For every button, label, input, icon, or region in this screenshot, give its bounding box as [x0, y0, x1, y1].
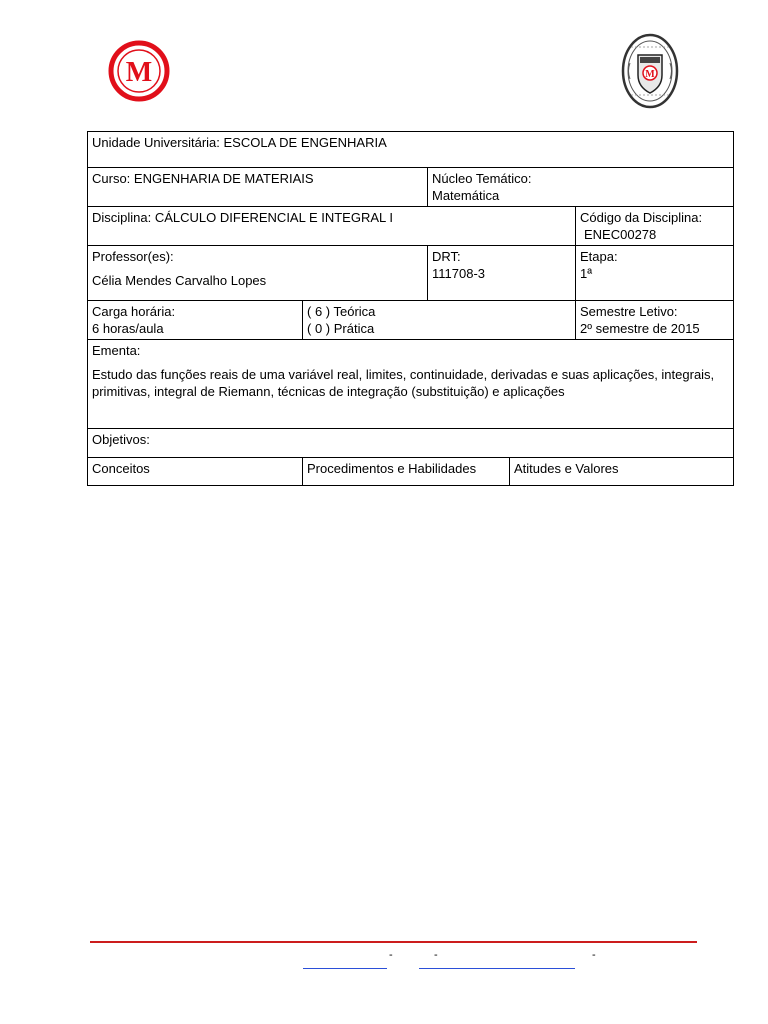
drt-label: DRT:: [432, 249, 461, 264]
row-curso: [88, 168, 734, 207]
footer-link-underline-2[interactable]: [419, 968, 575, 969]
footer-dash-2: -: [434, 949, 438, 961]
cell-atitudes: [510, 458, 734, 486]
cell-curso: [88, 168, 428, 207]
etapa-value: 1ª: [580, 266, 593, 281]
cell-nucleo: [428, 168, 734, 207]
cell-modalidade: [303, 301, 576, 340]
conceitos-header: Conceitos: [92, 461, 150, 476]
teorica-text: ( 6 ) Teórica: [307, 304, 376, 319]
unidade-text: Unidade Universitária: ESCOLA DE ENGENHARIA: [92, 135, 387, 150]
cell-unidade: [88, 132, 734, 168]
cell-procedimentos: [303, 458, 510, 486]
cell-carga: [88, 301, 303, 340]
row-unidade: [88, 132, 734, 168]
cell-etapa: [576, 246, 734, 301]
ementa-text: Estudo das funções reais de uma variável real, limites, continuidade, derivadas e suas aplicações, integrais, primitivas, integral de Riemann, técnicas de integração (substituição) e aplicações: [92, 367, 715, 399]
cell-conceitos: [88, 458, 303, 486]
row-objetivos-headers: [88, 458, 734, 486]
codigo-value: ENEC00278: [584, 227, 657, 242]
logo-letter: M: [125, 57, 153, 88]
seal-letter: M: [645, 69, 655, 80]
cell-professor: [88, 246, 428, 301]
etapa-label: Etapa:: [580, 249, 618, 264]
row-carga: [88, 301, 734, 340]
codigo-label: Código da Disciplina:: [580, 210, 703, 225]
cell-drt: [428, 246, 576, 301]
nucleo-value: Matemática: [432, 188, 500, 203]
footer-link-underline-1[interactable]: [303, 968, 387, 969]
row-ementa: [88, 340, 734, 429]
row-disciplina: [88, 207, 734, 246]
professor-label: Professor(es):: [92, 249, 174, 264]
carga-label: Carga horária:: [92, 304, 176, 319]
cell-disciplina: [88, 207, 576, 246]
procedimentos-header: Procedimentos e Habilidades: [307, 461, 477, 476]
objetivos-label: Objetivos:: [92, 432, 150, 447]
curso-text: Curso: ENGENHARIA DE MATERIAIS: [92, 171, 314, 186]
cell-codigo: [576, 207, 734, 246]
semestre-value: 2º semestre de 2015: [580, 321, 700, 336]
course-info-table: [87, 131, 734, 486]
mackenzie-m-logo-icon: [108, 40, 170, 102]
row-objetivos: [88, 429, 734, 458]
pratica-text: ( 0 ) Prática: [307, 321, 375, 336]
carga-value: 6 horas/aula: [92, 321, 164, 336]
atitudes-header: Atitudes e Valores: [514, 461, 619, 476]
cell-ementa: [88, 340, 734, 429]
semestre-label: Semestre Letivo:: [580, 304, 678, 319]
mackenzie-seal-icon: [621, 33, 679, 109]
row-professor: [88, 246, 734, 301]
professor-value: Célia Mendes Carvalho Lopes: [92, 273, 267, 288]
cell-semestre: [576, 301, 734, 340]
ementa-label: Ementa:: [92, 343, 141, 358]
footer-dash-1: -: [389, 949, 393, 961]
disciplina-text: Disciplina: CÁLCULO DIFERENCIAL E INTEGRAL I: [92, 210, 393, 225]
nucleo-label: Núcleo Temático:: [432, 171, 532, 186]
footer-dash-3: -: [592, 949, 596, 961]
drt-value: 111708-3: [432, 266, 486, 281]
footer-red-rule: [90, 941, 697, 943]
cell-objetivos: [88, 429, 734, 458]
